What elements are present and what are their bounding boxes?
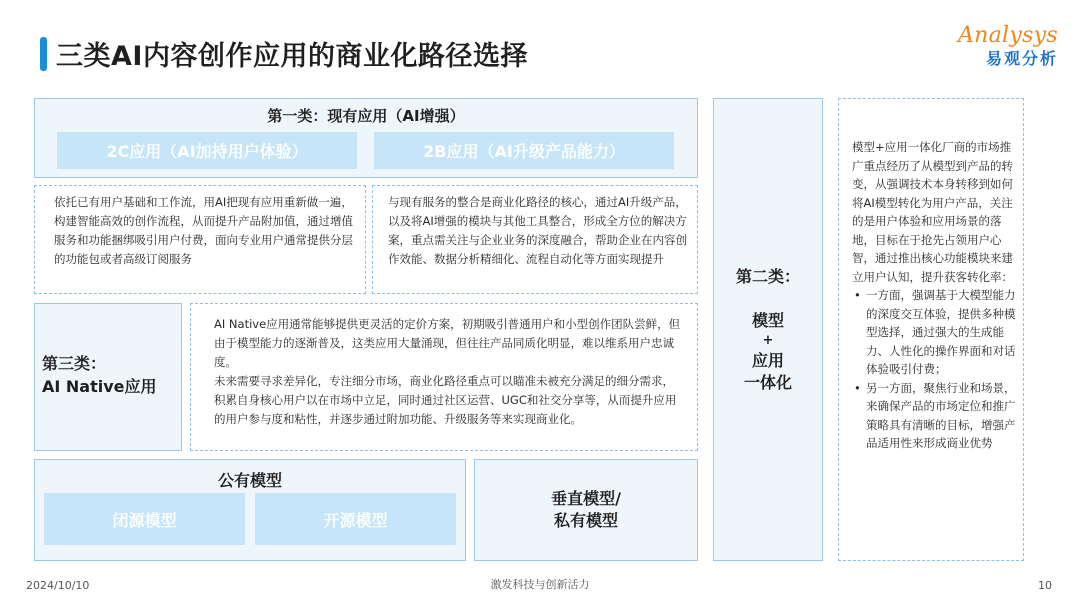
- category1-header: 第一类：现有应用（AI增强）: [267, 107, 465, 125]
- analysys-logo: [958, 24, 1058, 70]
- category3-desc-p1: AI Native应用通常能够提供更灵活的定价方案，初期吸引普通用户和小型创作团队尝鲜，但由于模型能力的逐渐普及，这类应用大量涌现，但往往产品同质化明显，难以维系用户忠诚度。: [214, 317, 681, 369]
- category2-desc: [852, 138, 1016, 453]
- category2-bullet-list: [852, 286, 1016, 453]
- category2-line4: 一体化: [743, 373, 792, 392]
- title-accent-bar: [40, 37, 47, 71]
- category2-label: 第二类：: [735, 267, 800, 286]
- category2-line3: 应用: [751, 351, 784, 370]
- category3-desc: [214, 315, 684, 429]
- category3-label-line2: AI Native应用: [42, 377, 157, 396]
- category2-title: [713, 310, 823, 394]
- category2-line2: +: [762, 333, 774, 348]
- footer-slogan: 激发科技与创新活力: [490, 578, 590, 591]
- logo-english: Analysys: [957, 23, 1058, 48]
- vertical-model-label: [474, 488, 698, 532]
- page-title: 三类AI内容创作应用的商业化路径选择: [56, 41, 528, 72]
- category2-line1: 模型: [751, 311, 784, 330]
- footer-date: 2024/10/10: [26, 579, 90, 592]
- chip-2c-app: 2C应用（AI加持用户体验）: [57, 132, 357, 169]
- chip-closed-source-model: 闭源模型: [44, 493, 245, 545]
- logo-chinese: 易观分析: [985, 49, 1058, 68]
- vertical-model-line1: 垂直模型/: [551, 489, 621, 508]
- category2-bullet: • 另一方面，聚焦行业和场景，来确保产品的市场定位和推广策略具有清晰的目标，增强产品适用性来形成商业优势: [852, 379, 1016, 453]
- public-model-header: 公有模型: [217, 471, 282, 490]
- category2-intro: 模型+应用一体化厂商的市场推广重点经历了从模型到产品的转变，从强调技术本身转移到如何将AI模型转化为用户产品，关注的是用户体验和应用场景的落地，目标在于抢先占领用户心智，通过推出核心功能模块来建立用户认知，提升获客转化率：: [852, 140, 1013, 284]
- category1-2b-desc: 与现有服务的整合是商业化路径的核心，通过AI升级产品，以及将AI增强的模块与其他工具整合，形成全方位的解决方案，重点需关注与企业业务的深度融合，帮助企业在内容创作效能、数据分析精细化、流程自动化等方面实现提升: [388, 195, 687, 266]
- page-number: 10: [1038, 579, 1052, 592]
- category3-desc-p2: 未来需要寻求差异化，专注细分市场，商业化路径重点可以瞄准未被充分满足的细分需求，积累自身核心用户以在市场中立足，同时通过社区运营、UGC和社交分享等，从而提升应用的用户参与度和粘性，并逐步通过附加功能、升级服务等来实现商业化。: [214, 374, 677, 426]
- category1-2c-desc: 依托已有用户基础和工作流，用AI把现有应用重新做一遍，构建智能高效的创作流程，从而提升产品附加值，通过增值服务和功能捆绑吸引用户付费，面向专业用户通常提供分层的功能包或者高级订阅服务: [54, 195, 353, 266]
- category3-label: [34, 352, 182, 398]
- chip-open-source-model: 开源模型: [255, 493, 456, 545]
- chip-2b-app: 2B应用（AI升级产品能力）: [374, 132, 674, 169]
- category3-label-line1: 第三类：: [42, 354, 107, 373]
- category2-bullet: • 一方面，强调基于大模型能力的深度交互体验，提供多种模型选择，通过强大的生成能力、人性化的操作界面和对话体验吸引付费；: [852, 286, 1016, 379]
- vertical-model-line2: 私有模型: [553, 511, 618, 530]
